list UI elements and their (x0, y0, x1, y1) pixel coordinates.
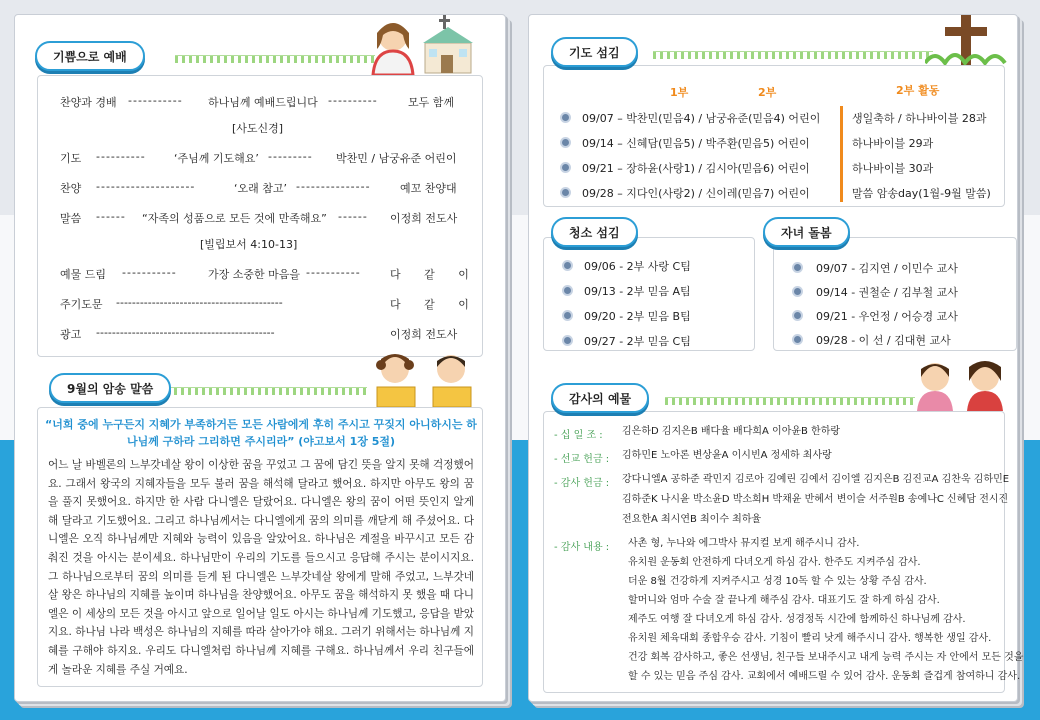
bullet-icon (562, 189, 569, 196)
childcare-title: 자녀 돌봄 (763, 217, 850, 247)
cleaning-row: 09/27 - 2부 믿음 C팀 (584, 335, 691, 348)
dotted-divider (653, 51, 933, 59)
prayer-row: 09/28 – 지다인(사랑2) / 신이레(믿음7) 어린이 (582, 187, 810, 200)
order-row: 주기도문 ------------------------------------------ 다 같 이 (60, 296, 479, 311)
thanks-offering-names: 김하준K 나시윤 박소윤D 박소희H 박채윤 반혜서 변이슬 서주원B 송예나C 신혜담 전시진 (622, 494, 1009, 505)
left-page (14, 14, 506, 702)
jesus-church-illustration (365, 15, 495, 75)
childcare-row: 09/28 - 이 선 / 김대현 교사 (816, 334, 951, 347)
worship-order-box (37, 75, 483, 357)
order-row: 기도 ---------- ‘주님께 기도해요’ --------- 박찬민 / 남궁유준 어린이 (60, 150, 457, 165)
order-row: 찬양과 경배 ----------- 하나님께 예배드립니다 ---------- 모두 함께 (60, 94, 455, 109)
thanks-content-line: 할머니와 엄마 수술 잘 끝나게 해주심 감사. 대표기도 잘 하게 하심 감사. (628, 595, 940, 606)
thanks-offering-box (543, 411, 1024, 693)
cleaning-service-box (543, 237, 755, 351)
thanks-content-line: 제주도 여행 잘 다녀오게 하심 감사. 성경정독 시간에 함께하신 하나님께 감사. (628, 614, 966, 625)
order-row: 찬양 -------------------- ‘오래 참고’ --------------- 예꼬 찬양대 (60, 180, 457, 195)
activity-row: 말씀 암송day(1월-9월 말씀) (852, 187, 991, 200)
thanks-offering-label: - 감사 헌금 : (554, 478, 610, 489)
bullet-icon (564, 312, 571, 319)
prayer-row: 09/07 – 박찬민(믿음4) / 남궁유준(믿음4) 어린이 (582, 112, 821, 125)
cleaning-row: 09/13 - 2부 믿음 A팀 (584, 285, 691, 298)
prayer-row: 09/14 – 신혜담(믿음5) / 박주환(믿음5) 어린이 (582, 137, 810, 150)
right-page (528, 14, 1024, 702)
thanks-content-line: 유치원 체육대회 종합우승 감사. 기침이 빨리 낫게 해주시니 감사. 행복한 생일 감사. (628, 633, 992, 644)
activity-row: 하나바이블 29과 (852, 137, 934, 150)
childcare-row: 09/21 - 우언정 / 어승경 교사 (816, 310, 958, 323)
memory-verse-box (37, 407, 483, 687)
worship-order-title: 기쁨으로 예배 (35, 41, 145, 71)
prayer-service-title: 기도 섬김 (551, 37, 638, 67)
activity-row: 생일축하 / 하나바이블 28과 (852, 112, 987, 125)
thanks-offering-title: 감사의 예물 (551, 383, 649, 413)
column-divider (840, 106, 843, 202)
bullet-icon (794, 312, 801, 319)
thanks-offering-names: 전요한A 최시연B 최이수 최하율 (622, 514, 762, 525)
bullet-icon (564, 287, 571, 294)
thanks-offering-names: 강다니엘A 공하준 곽민지 김로아 김예린 김예서 김이엘 김지은B 김진교A 김찬욱 김하민E (622, 474, 1010, 485)
prayer-col-2: 2부 (758, 86, 777, 99)
mission-offering-names: 김하민E 노아론 변상윤A 이시빈A 정세하 최사랑 (622, 450, 832, 461)
tithe-label: - 십 일 조 : (554, 430, 603, 441)
bullet-icon (562, 114, 569, 121)
bullet-icon (794, 288, 801, 295)
thanks-content-line: 더운 8월 건강하게 지켜주시고 성경 10독 할 수 있는 상황 주심 감사. (628, 576, 927, 587)
bullet-icon (564, 337, 571, 344)
bullet-icon (794, 336, 801, 343)
thanks-content-line: 사촌 형, 누나와 에그박사 뮤지컬 보게 해주시니 감사. (628, 538, 860, 549)
thanks-content-line: 유치원 운동회 안전하게 다녀오게 하심 감사. 한주도 지켜주심 감사. (628, 557, 921, 568)
bullet-icon (564, 262, 571, 269)
bullet-icon (562, 139, 569, 146)
prayer-service-box (543, 65, 1005, 207)
memory-verse-title: 9월의 암송 말씀 (49, 373, 171, 403)
childcare-row: 09/07 - 김지연 / 이민수 교사 (816, 262, 958, 275)
bullet-icon (562, 164, 569, 171)
prayer-col-activity: 2부 활동 (896, 84, 940, 97)
kids-reading-illustration (367, 347, 487, 409)
bullet-icon (794, 264, 801, 271)
order-row: 광고 --------------------------------------------- 이정희 전도사 (60, 326, 458, 341)
order-row: [사도신경] (232, 122, 284, 135)
thanks-content-line: 할 수 있는 믿음 주심 감사. 교회에서 예배드릴 수 있어 감사. 운동회 즐겁게 참여하니 감사. (628, 671, 1021, 682)
cleaning-row: 09/06 - 2부 사랑 C팀 (584, 260, 691, 273)
prayer-col-1: 1부 (670, 86, 689, 99)
dotted-divider (167, 387, 367, 395)
order-row: [빌립보서 4:10-13] (200, 238, 298, 251)
mission-offering-label: - 선교 헌금 : (554, 454, 610, 465)
cleaning-row: 09/20 - 2부 믿음 B팀 (584, 310, 691, 323)
dotted-divider (175, 55, 375, 63)
order-row: 예물 드림 ----------- 가장 소중한 마음을 ----------- 다 같 이 (60, 266, 479, 281)
childcare-row: 09/14 - 권철순 / 김부철 교사 (816, 286, 958, 299)
cleaning-service-title: 청소 섬김 (551, 217, 638, 247)
dotted-divider (665, 397, 915, 405)
praying-kids-illustration (909, 355, 1013, 411)
thanks-content-line: 건강 회복 감사하고, 좋은 선생님, 친구들 보내주시고 내게 능력 주시는 자 안에서 모든 것을 (628, 652, 1024, 663)
tithe-names: 김은하D 김지은B 배다율 배다희A 이아윤B 한하랑 (622, 426, 841, 437)
order-row: 말씀 ------ “자족의 성품으로 모든 것에 만족해요” ------ 이정희 전도사 (60, 210, 458, 225)
childcare-box (773, 237, 1017, 351)
memory-verse-quote: “너희 중에 누구든지 지혜가 부족하거든 모든 사람에게 후히 주시고 꾸짖지 아니하시는 하나님께 구하라 그리하면 주시리라” (야고보서 1장 5절) (45, 418, 477, 448)
thanks-content-label: - 감사 내용 : (554, 542, 610, 553)
memory-story-text: 어느 날 바벨론의 느부갓네살 왕이 이상한 꿈을 꾸었고 그 꿈에 담긴 뜻을 알지 못해 걱정했어요. 그래서 왕국의 지혜자들을 모두 불러 꿈을 해석해 달라고 했어요. 하지만 아무도 왕의 꿈을 풀지 못했어요. 하지만 한 사람 다니엘은 달랐어요. 다니엘은 왕의 꿈이 어떤 뜻인지 알게 해 달라고 기도했어요. 그리고 하나님께서는 다니엘에게 꿈의 의미를 깨닫게 해 주셨어요. 다니엘은 오직 하나님께만 지혜와 능력이 있음을 알았어요. 하나님은 계절을 바꾸시고 모든 감춰진 것을 아시는 분이세요. 하나님만이 우리의 기도를 들으시고 응답해 주시는 분이시지요. 그 하나님으로부터 꿈의 의미를 듣게 된 다니엘은 느부갓네살 왕에게 말해 주었고, 느부갓네살 왕은 하나님의 지혜를 높이며 하나님을 찬양했어요. 아무도 꿈을 해석하지 못 했을 때 다니엘은 이 세상의 모든 것을 아시고 앞으로 일어날 일도 아시는 하나님께 기도했고, 응답을 받았지요. 하나님 나라 백성은 하나님의 지혜를 따라 살아가야 해요. 그러기 위해서는 하나님께 지혜를 구해야 하지요. 우리도 다니엘처럼 하나님께 지혜를 구해요. 하나님께서 우리 친구들에게 놀라운 지혜를 주실 거예요. (48, 459, 474, 676)
activity-row: 하나바이블 30과 (852, 162, 934, 175)
prayer-row: 09/21 – 장하윤(사랑1) / 김시아(믿음6) 어린이 (582, 162, 810, 175)
cross-illustration (925, 15, 1015, 67)
